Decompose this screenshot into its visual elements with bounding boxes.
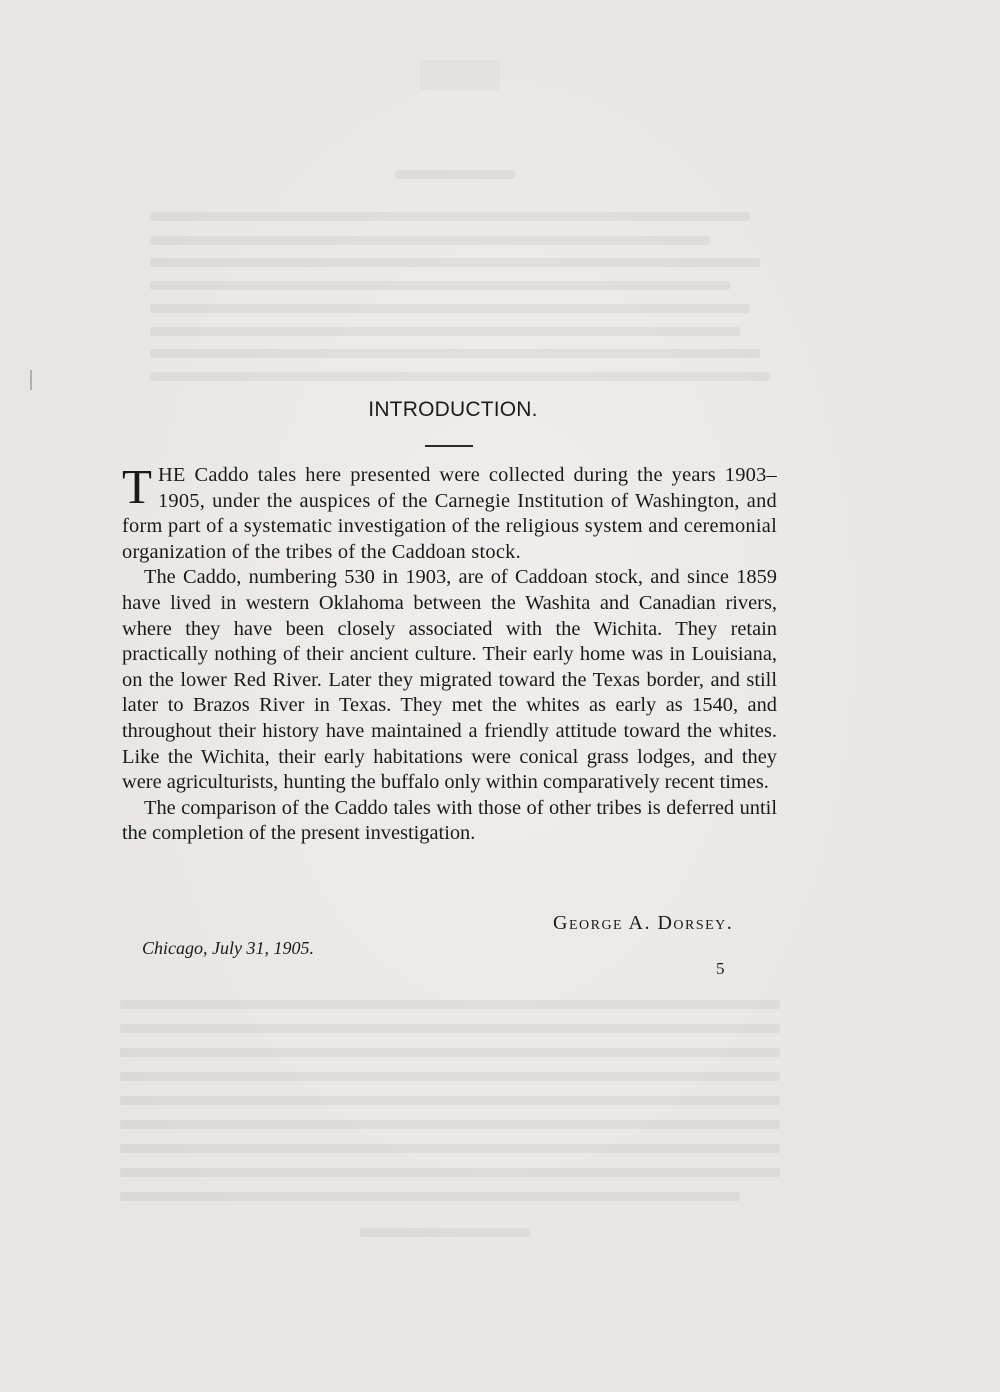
page-title: INTRODUCTION. — [368, 398, 538, 421]
body-text — [122, 459, 777, 847]
drop-cap: T — [122, 459, 152, 514]
margin-mark — [30, 370, 32, 390]
paragraph-2: The Caddo, numbering 530 in 1903, are of Caddoan stock, and since 1859 have lived in western Oklahoma between the Washita and Canadian rivers, where they have been closely associated with the Wichita. They retain practically nothing of their ancient culture. Their early home was in Louisiana, on the lower Red River. Later they migrated toward the Texas border, and still later to Brazos River in Texas. They met the whites as early as 1540, and throughout their history have maintained a friendly attitude toward the whites. Like the Wichita, their early habitations were conical grass lodges, and they were agriculturists, hunting the buffalo only within comparatively recent times. — [122, 566, 777, 794]
author-signature: George A. Dorsey. — [553, 912, 734, 934]
paragraph-1 — [122, 459, 777, 565]
paragraph-1-text: HE Caddo tales here presented were collected during the years 1903–1905, under the auspices of the Carnegie Institution of Washington, and form part of a systematic investigation of the religious system and ceremonial organization of the tribes of the Caddoan stock. — [122, 464, 777, 563]
title-rule — [425, 445, 473, 447]
page-number: 5 — [716, 959, 725, 978]
dateline: Chicago, July 31, 1905. — [142, 938, 314, 958]
paragraph-3: The comparison of the Caddo tales with those of other tribes is deferred until the completion of the present investigation. — [122, 796, 777, 845]
